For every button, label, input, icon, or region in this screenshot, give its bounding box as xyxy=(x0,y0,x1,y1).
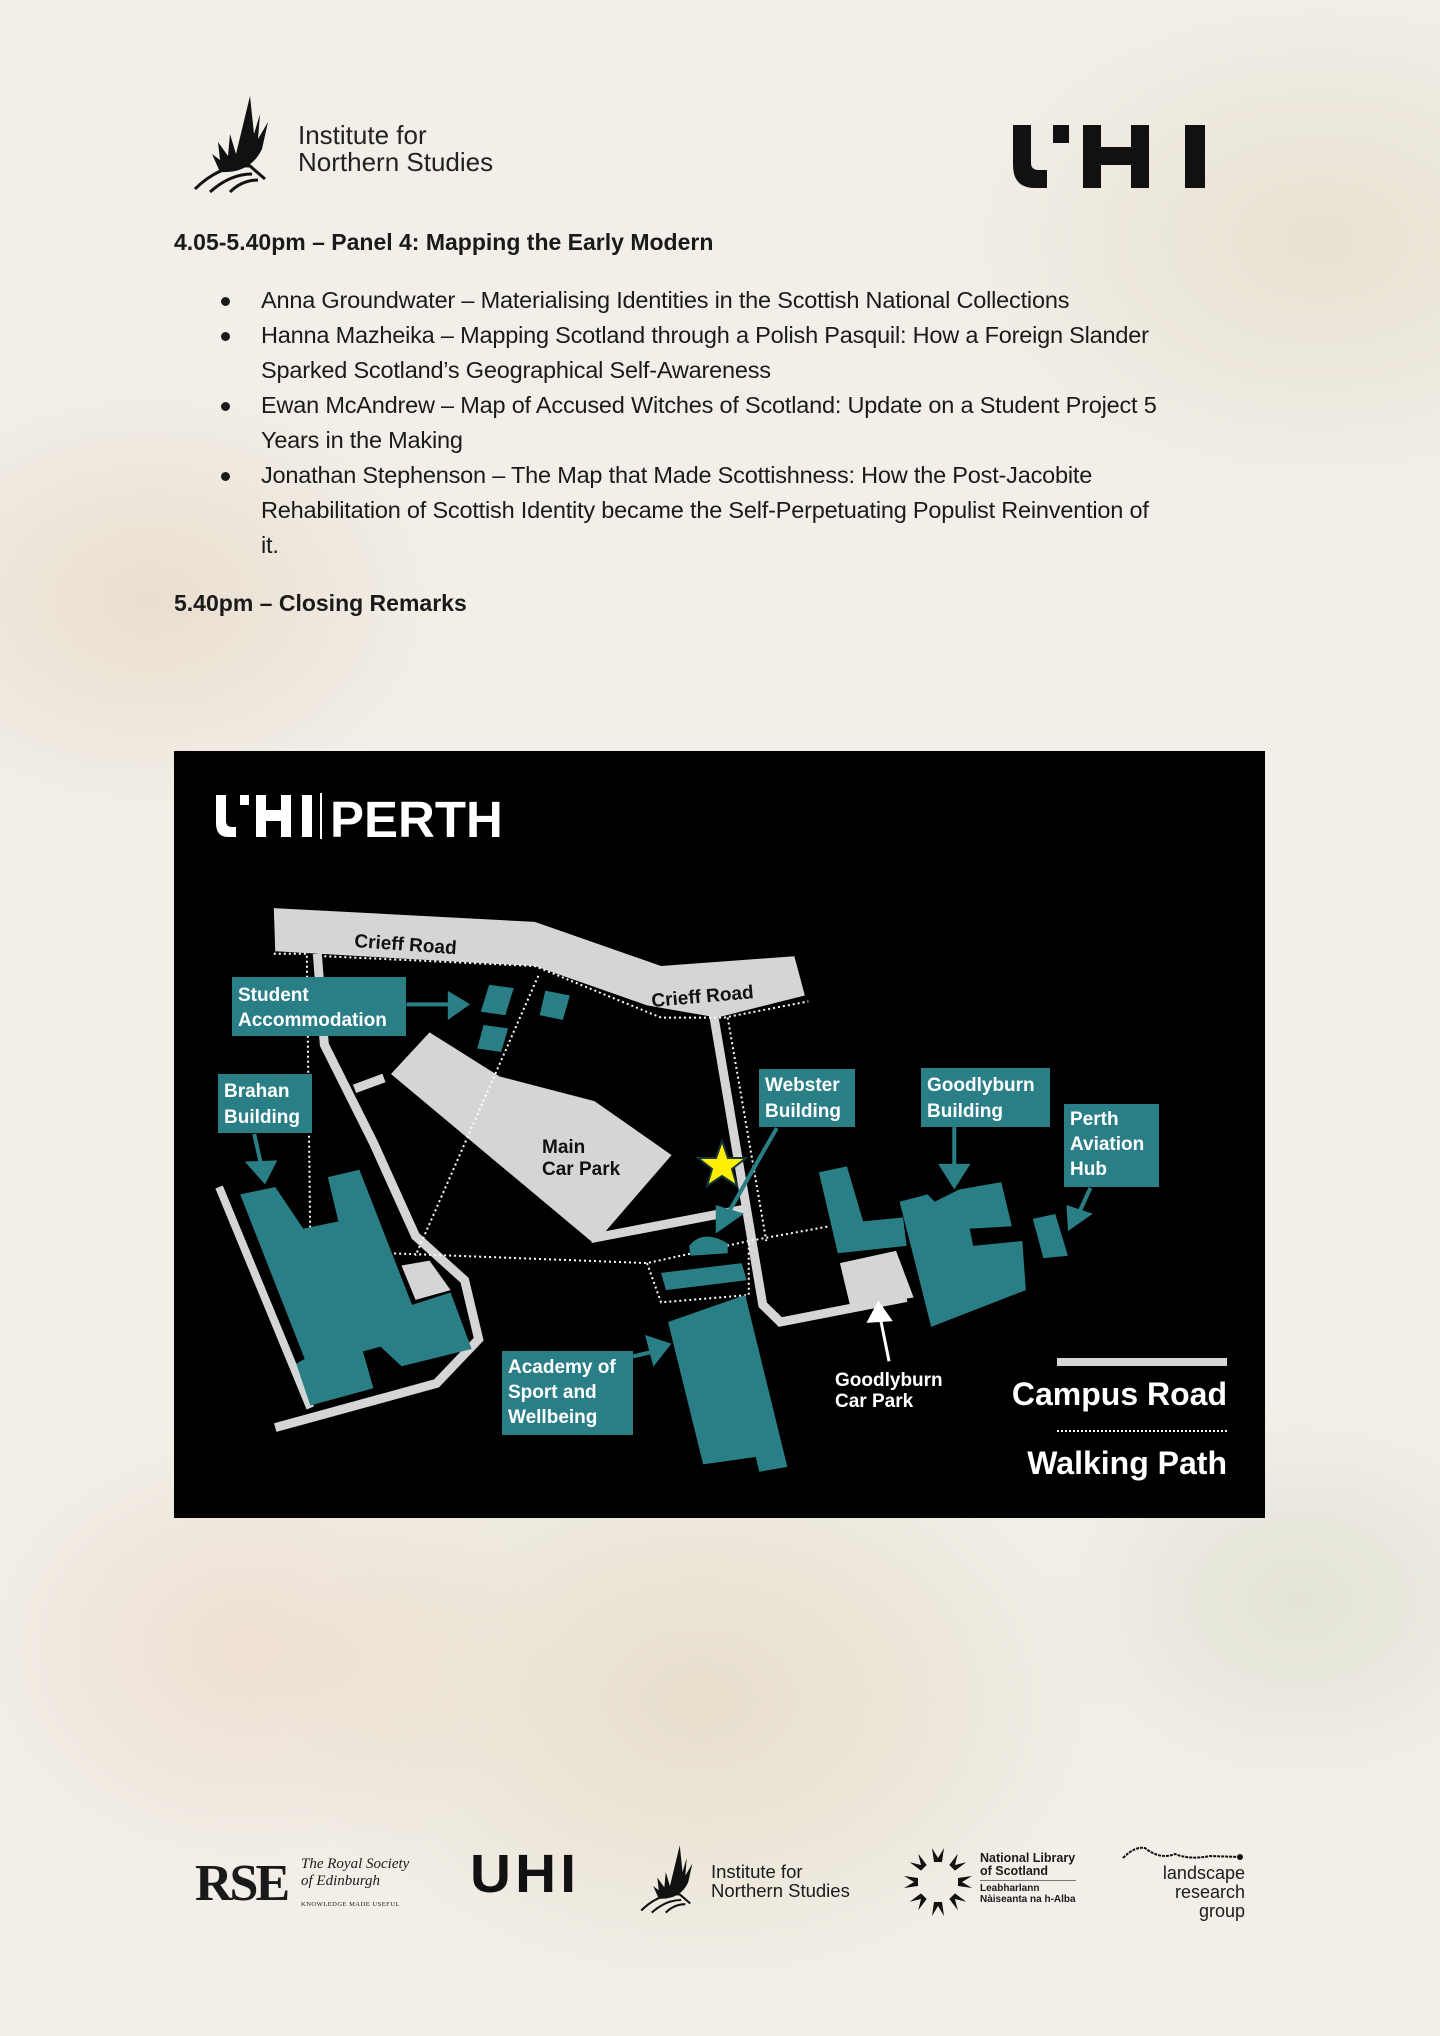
label-brahan-building xyxy=(218,1074,312,1133)
talk-item: Jonathan Stephenson – The Map that Made Scottishness: How the Post-Jacobite Rehabilitation of Scottish Identity became the Self-Perpetuating Populist Reinvention of it. xyxy=(223,458,1283,563)
nls-logo: National Library of Scotland Leabharlann Nàiseanta na h-Alba xyxy=(902,1844,1102,1920)
talk-item: Anna Groundwater – Materialising Identities in the Scottish National Collections xyxy=(223,283,1283,318)
svg-text:Hub: Hub xyxy=(1070,1159,1107,1180)
uhi-perth-logo xyxy=(216,791,503,848)
main-car-park-label: Car Park xyxy=(542,1159,621,1180)
svg-text:Aviation: Aviation xyxy=(1070,1134,1145,1155)
svg-text:Wellbeing: Wellbeing xyxy=(508,1407,598,1428)
ins-longship-icon xyxy=(190,94,285,194)
label-webster-building xyxy=(759,1069,855,1127)
webster-building-dome xyxy=(689,1237,728,1256)
student-accommodation-block xyxy=(540,991,570,1020)
svg-text:Accommodation: Accommodation xyxy=(238,1010,387,1031)
ins-logo xyxy=(190,94,530,194)
main-car-park-label: Main xyxy=(542,1137,586,1158)
campus-map xyxy=(174,751,1265,1518)
map-legend xyxy=(1012,1358,1227,1481)
footer-uhi-logo: UHI xyxy=(470,1844,581,1904)
goodlyburn-car-park-arrow xyxy=(868,1302,891,1361)
legend-walking-path: Walking Path xyxy=(1027,1445,1227,1481)
nls-star-icon xyxy=(902,1846,974,1918)
uhi-logo xyxy=(1013,125,1206,188)
label-goodlyburn-building xyxy=(921,1068,1050,1127)
label-perth-aviation-hub xyxy=(1064,1104,1159,1187)
map-logo-perth: PERTH xyxy=(330,791,503,848)
svg-text:Sport and: Sport and xyxy=(508,1382,597,1403)
legend-campus-road-swatch xyxy=(1057,1358,1227,1366)
perth-aviation-hub-building xyxy=(1033,1214,1068,1258)
ins-logo-line1: Institute for xyxy=(298,120,427,150)
goodlyburn-building-east xyxy=(900,1182,1026,1327)
goodlyburn-building-west xyxy=(819,1166,907,1253)
svg-text:Perth: Perth xyxy=(1070,1109,1119,1130)
rse-logo: RSE The Royal Society of Edinburgh KNOWLEDGE MADE USEFUL xyxy=(195,1855,410,1912)
ins-logo-line2: Northern Studies xyxy=(298,147,494,177)
academy-building xyxy=(668,1295,787,1472)
crieff-road-label: Crieff Road xyxy=(353,931,458,960)
svg-text:Building: Building xyxy=(765,1101,841,1122)
label-academy-of-sport xyxy=(502,1351,633,1435)
closing-remarks: 5.40pm – Closing Remarks xyxy=(174,590,467,616)
svg-text:Brahan: Brahan xyxy=(224,1081,290,1102)
student-accommodation-block xyxy=(477,1025,508,1052)
svg-text:Academy of: Academy of xyxy=(508,1357,616,1378)
talk-item: Hanna Mazheika – Mapping Scotland through a Polish Pasquil: How a Foreign Slander Sparked Scotland’s Geographical Self-Awareness xyxy=(223,318,1283,388)
goodlyburn-car-park-label: Car Park xyxy=(835,1391,914,1412)
crieff-road-label: Crieff Road xyxy=(650,982,755,1012)
talk-list xyxy=(223,283,1283,563)
webster-building xyxy=(661,1263,747,1290)
svg-text:Webster: Webster xyxy=(765,1075,840,1096)
svg-text:Building: Building xyxy=(927,1101,1003,1122)
label-student-accommodation xyxy=(232,977,406,1036)
car-park-link-road xyxy=(354,1078,383,1089)
landscape-line-icon xyxy=(1120,1844,1245,1864)
goodlyburn-car-park-label: Goodlyburn xyxy=(835,1370,943,1391)
svg-text:Goodlyburn: Goodlyburn xyxy=(927,1075,1035,1096)
panel-heading: 4.05-5.40pm – Panel 4: Mapping the Early Modern xyxy=(174,229,714,255)
ins-longship-icon xyxy=(636,1844,706,1914)
svg-text:Student: Student xyxy=(238,985,309,1006)
footer-ins-logo: Institute for Northern Studies xyxy=(636,1844,871,1920)
student-accommodation-block xyxy=(481,985,514,1015)
landscape-research-group-logo: landscape research group xyxy=(1120,1844,1245,1920)
legend-campus-road: Campus Road xyxy=(1011,1376,1227,1412)
goodlyburn-car-park xyxy=(840,1251,914,1307)
svg-text:Building: Building xyxy=(224,1107,300,1128)
talk-item: Ewan McAndrew – Map of Accused Witches of Scotland: Update on a Student Project 5 Years in the Making xyxy=(223,388,1283,458)
main-car-park xyxy=(391,1032,672,1241)
